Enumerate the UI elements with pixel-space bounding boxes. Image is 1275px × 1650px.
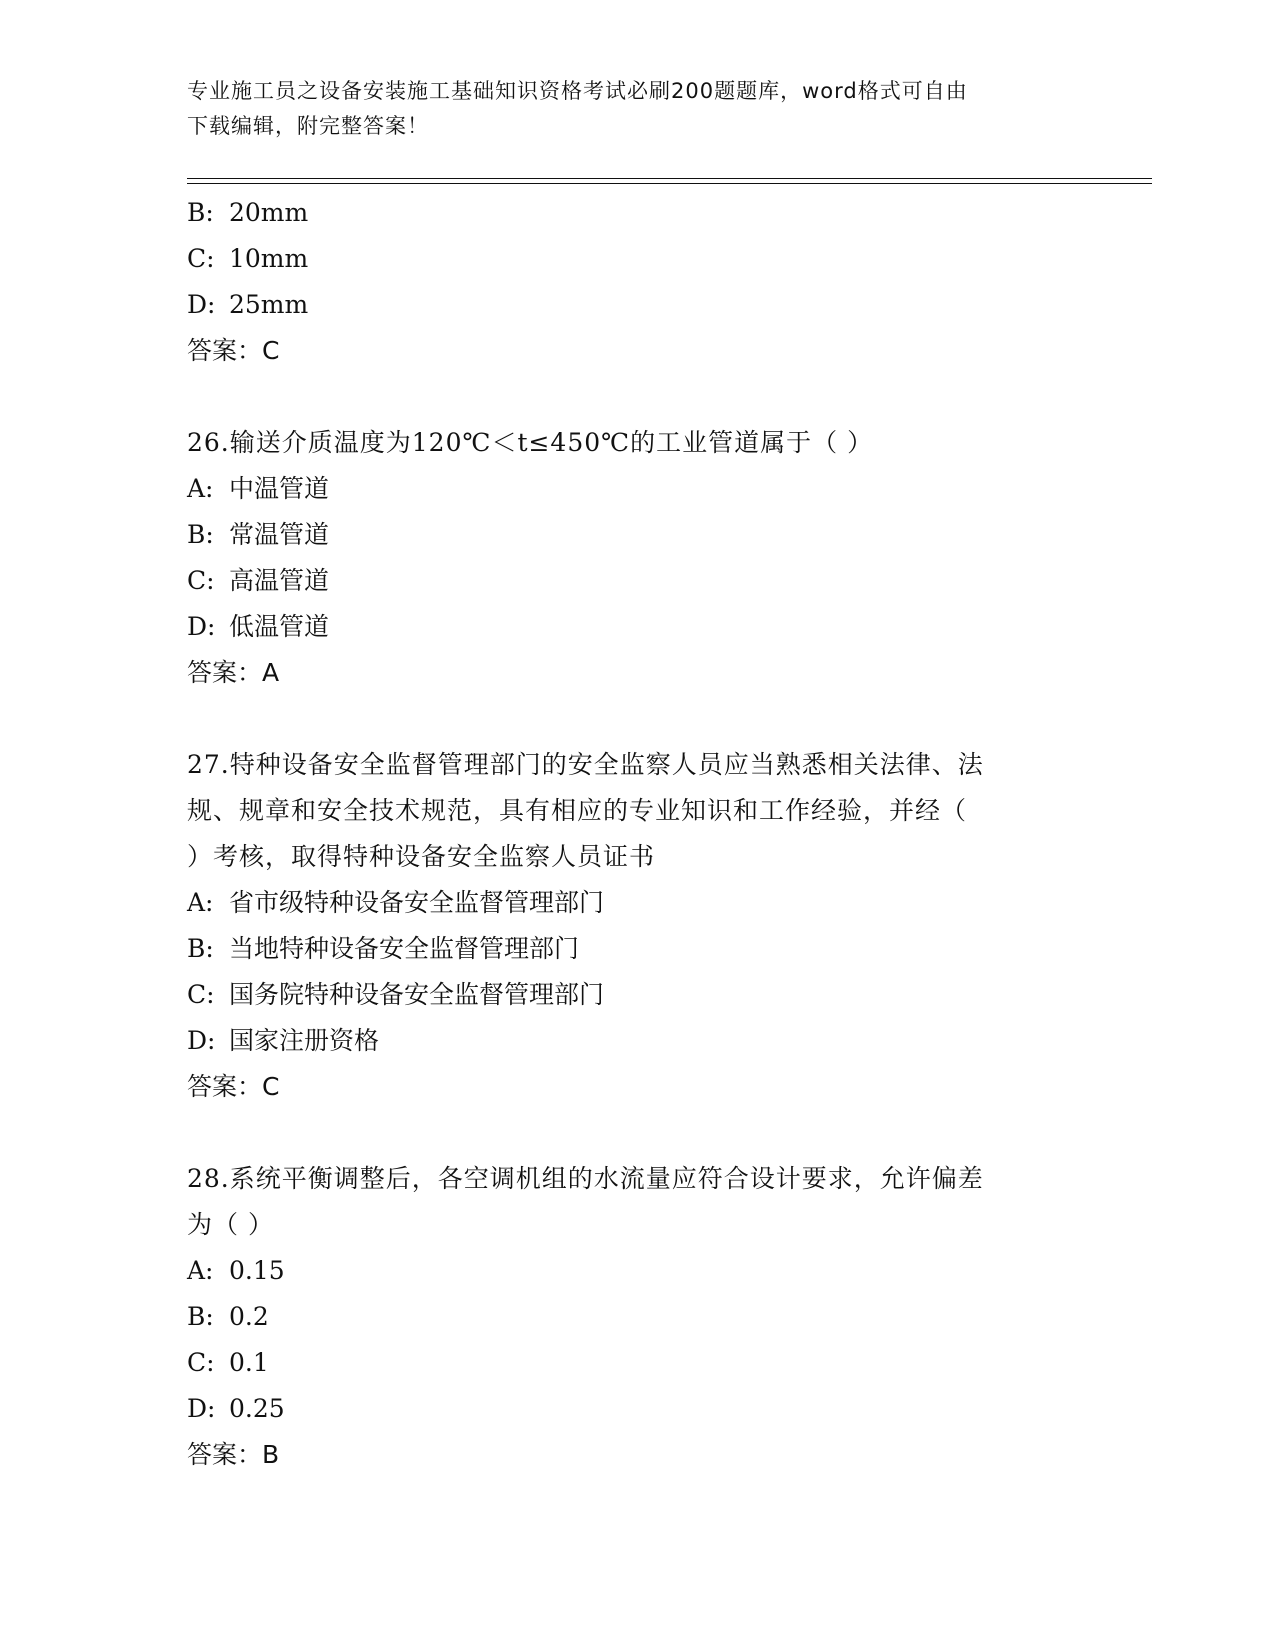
option-b: [187, 512, 1087, 558]
header-line-2: 下载编辑，附完整答案！: [187, 114, 429, 138]
option-d: [187, 282, 1087, 328]
question-stem-line-3: ）考核，取得特种设备安全监察人员证书: [187, 842, 656, 871]
option-text: 高温管道: [229, 566, 330, 595]
question-26: [187, 420, 1087, 696]
option-c: [187, 972, 1087, 1018]
option-text: 10mm: [229, 244, 309, 273]
option-text: 0.15: [229, 1256, 285, 1285]
option-key: C:: [187, 566, 215, 595]
question-27: [187, 742, 1087, 1110]
answer-line: 答案：B: [187, 1440, 280, 1469]
option-key: D:: [187, 612, 216, 641]
option-key: D:: [187, 1026, 216, 1055]
document-header: [187, 74, 1077, 144]
question-stem-line-2: 为（ ）: [187, 1210, 274, 1239]
question-stem-line-1: 27.特种设备安全监督管理部门的安全监察人员应当熟悉相关法律、法: [187, 750, 984, 779]
option-key: C:: [187, 244, 215, 273]
option-text: 省市级特种设备安全监督管理部门: [229, 888, 605, 917]
question-list: [187, 190, 1087, 1478]
option-text: 25mm: [229, 290, 309, 319]
option-c: [187, 236, 1087, 282]
option-text: 当地特种设备安全监督管理部门: [229, 934, 580, 963]
option-a: [187, 466, 1087, 512]
question-stem: 26.输送介质温度为120℃＜t≤450℃的工业管道属于（ ）: [187, 428, 874, 457]
option-text: 0.1: [229, 1348, 269, 1377]
option-key: A:: [187, 1256, 214, 1285]
option-b: [187, 1294, 1087, 1340]
option-text: 0.2: [229, 1302, 269, 1331]
option-c: [187, 1340, 1087, 1386]
question-fragment: [187, 190, 1087, 374]
option-c: [187, 558, 1087, 604]
option-key: C:: [187, 980, 215, 1009]
option-d: [187, 1018, 1087, 1064]
option-key: B:: [187, 1302, 214, 1331]
option-text: 中温管道: [229, 474, 330, 503]
option-key: A:: [187, 474, 214, 503]
option-d: [187, 1386, 1087, 1432]
option-a: [187, 880, 1087, 926]
option-key: D:: [187, 290, 216, 319]
option-key: D:: [187, 1394, 216, 1423]
question-stem-line-2: 规、规章和安全技术规范，具有相应的专业知识和工作经验，并经（: [187, 796, 968, 825]
option-key: B:: [187, 934, 214, 963]
answer-line: 答案：C: [187, 1072, 280, 1101]
answer-line: 答案：C: [187, 336, 280, 365]
option-d: [187, 604, 1087, 650]
option-text: 低温管道: [229, 612, 330, 641]
header-rule-bottom: [187, 183, 1152, 184]
option-key: C:: [187, 1348, 215, 1377]
question-stem-line-1: 28.系统平衡调整后，各空调机组的水流量应符合设计要求，允许偏差: [187, 1164, 984, 1193]
option-text: 0.25: [229, 1394, 285, 1423]
option-text: 国家注册资格: [229, 1026, 380, 1055]
option-b: [187, 926, 1087, 972]
option-text: 20mm: [229, 198, 309, 227]
header-line-1: 专业施工员之设备安装施工基础知识资格考试必刷200题题库，word格式可自由: [187, 79, 968, 103]
answer-line: 答案：A: [187, 658, 280, 687]
option-b: [187, 190, 1087, 236]
option-text: 常温管道: [229, 520, 330, 549]
option-a: [187, 1248, 1087, 1294]
option-text: 国务院特种设备安全监督管理部门: [229, 980, 605, 1009]
option-key: B:: [187, 520, 214, 549]
header-rule-top: [187, 178, 1152, 179]
option-key: B:: [187, 198, 214, 227]
question-28: [187, 1156, 1087, 1478]
option-key: A:: [187, 888, 214, 917]
